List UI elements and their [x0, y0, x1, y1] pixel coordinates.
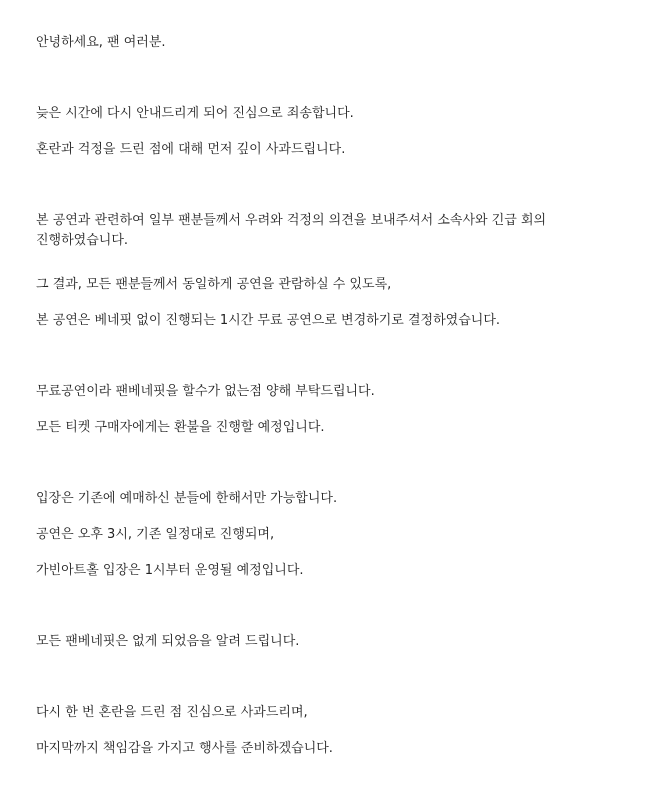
decision-line-1: 본 공연과 관련하여 일부 팬분들께서 우려와 걱정의 의견을 보내주셔서 소속사와 긴급 회의 진행하였습니다. — [36, 213, 547, 248]
greeting-line: 안녕하세요, 팬 여러분. — [36, 35, 166, 50]
decision-line-3: 본 공연은 베네핏 없이 진행되는 1시간 무료 공연으로 변경하기로 결정하였습니다. — [36, 313, 501, 328]
refund-line-1: 무료공연이라 팬베네핏을 할수가 없는점 양해 부탁드립니다. — [36, 384, 375, 399]
entry-line-1: 입장은 기존에 예매하신 분들에 한해서만 가능합니다. — [36, 491, 338, 506]
apology-line-1: 늦은 시간에 다시 안내드리게 되어 진심으로 죄송합니다. — [36, 106, 354, 121]
apology-line-2: 혼란과 걱정을 드린 점에 대해 먼저 깊이 사과드립니다. — [36, 142, 346, 157]
entry-line-3: 가빈아트홀 입장은 1시부터 운영될 예정입니다. — [36, 563, 304, 578]
closing-line-2: 마지막까지 책임감을 가지고 행사를 준비하겠습니다. — [36, 741, 333, 756]
benefits-line: 모든 팬베네핏은 없게 되었음을 알려 드립니다. — [36, 634, 300, 649]
refund-line-2: 모든 티켓 구매자에게는 환불을 진행할 예정입니다. — [36, 420, 325, 435]
closing-line-1: 다시 한 번 혼란을 드린 점 진심으로 사과드리며, — [36, 705, 308, 720]
entry-line-2: 공연은 오후 3시, 기존 일정대로 진행되며, — [36, 527, 275, 542]
decision-line-2: 그 결과, 모든 팬분들께서 동일하게 공연을 관람하실 수 있도록, — [36, 277, 392, 292]
